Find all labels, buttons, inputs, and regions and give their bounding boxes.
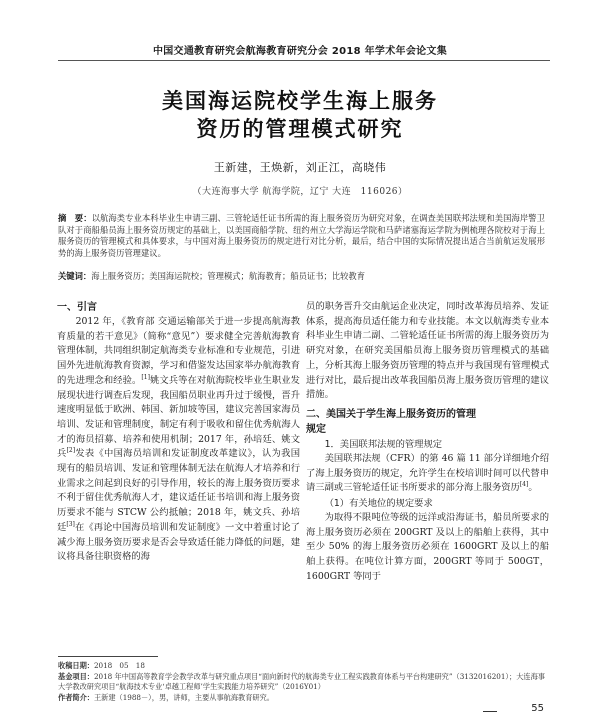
cfr-paragraph (306, 452, 549, 496)
received-date: 2018 05 18 (93, 661, 145, 670)
abstract-text: 以航海类专业本科毕业生申请三副、三管轮适任证书所需的海上服务资历为研究对象，在调查美国联邦法规和美国海岸警卫队对于商船船员海上服务资历规定的基础上，以美国商船学院、纽约州立大学海运学院和马萨诸塞海运学院为例梳理各院校对于海上服务资历的管理模式和具体要求，与中国对海上服务资历的规定进行对比分析，最后，结合中国的实际情况提出适合当前航运发展形势的海上服务资历管理建议。 (58, 213, 545, 259)
citation-1: [1] (141, 373, 150, 381)
subsection-heading-tonnage: （1）有关地位的规定要求 (324, 498, 433, 510)
citation-3: [3] (66, 520, 75, 528)
citation-2: [2] (66, 447, 76, 455)
intro-text-2: 姚文兵等在对航海院校毕业生职业发展现状进行调查后发现，我国船员职业再升过于缓慢，晋升速度明显低于欧洲、韩国、新加坡等国，建议完善国家海员培训、发证和管理制度，制定有利于吸收和留住优秀航海人才的海员招募、培养和使用机制；2017 年，孙培廷、姚文兵 (57, 374, 300, 460)
intro-text-4: 在《再论中国海员培训和发证制度》一文中着重讨论了减少海上服务资历要求是否会导致适任能力降低的问题，建议将具备往职资格的海 (57, 521, 300, 563)
footnote-received (58, 661, 550, 672)
affiliation: （大连海事大学 航海学院，辽宁 大连 116026） (192, 187, 408, 197)
section-heading-line-2: 规定 (306, 423, 326, 435)
received-label: 收稿日期： (58, 661, 94, 670)
fund-text: 2018 年中国高等教育学会教学改革与研究重点项目“面向新时代的航海类专业工程实践教育体系与平台构建研究”（3132016201）；大连海事大学教改研究项目“航海技术专业‘卓越工程师’学生实践能力培养研究”（2016Y01） (58, 671, 545, 691)
header-rule (58, 60, 550, 61)
keywords (58, 271, 545, 283)
right-column (306, 300, 549, 585)
cfr-text-end: 。 (528, 482, 538, 494)
left-column (57, 300, 300, 565)
page-number: 55 (531, 703, 544, 714)
tonnage-paragraph: 为取得不限吨位等级的远洋或沿海证书，船员所要求的海上服务资历必须在 200GRT 及以上的船舶上获得，其中至少 50% 的海上服务资历必须在 1600GRT 及以上的船舶上获得。在吨位计算方面，200GRT 等同于 500GT，1600GRT 等同于 (306, 512, 549, 582)
footnote-rule (58, 656, 158, 657)
footnote-author (58, 693, 550, 704)
title-line-1: 美国海运院校学生海上服务 (162, 89, 438, 113)
intro-text-3: 发表《中国海员培训和发证制度改革建议》，认为我国现有的船员培训、发证和管理体制无法在航海人才培养和行业需求之间起到良好的引导作用，较长的海上服务资历要求不利于留住优秀航海人才，建议适任证书培训和海上服务资历要求不能与 STCW 公约抵触；2018 年，姚文兵、孙培廷 (57, 448, 300, 533)
keywords-label: 关键词： (58, 271, 92, 281)
paper-title (0, 87, 600, 143)
running-head: 中国交通教育研究会航海教育研究分会 2018 年学术年会论文集 (152, 46, 448, 57)
author-bio: 王新建（1988－），男，讲师，主要从事航海教育研究。 (93, 692, 274, 702)
footnote-fund (58, 672, 550, 693)
subsection-heading-cfr: 1．美国联邦法规的管理规定 (324, 438, 443, 450)
title-line-2: 资历的管理模式研究 (196, 117, 404, 141)
intro-paragraph-continued: 员的职务晋升交由航运企业决定，同时改革海员培养、发证体系，提高海员适任能力和专业技能。本文以航海类专业本科毕业生申请二副、二管轮适任证书所需的海上服务资历为研究对象，在研究美国船员海上服务资历管理模式的基础上，分析其海上服务资历管理的特点并与我国现有管理模式进行对比，最后提出改革我国船员海上服务资历管理的建议措施。 (306, 301, 549, 401)
author-list: 王新建，王焕新，刘正江，高晓伟 (213, 161, 387, 174)
footnotes (58, 661, 550, 703)
keywords-text: 海上服务资历；美国海运院校；管理模式；航海教育；船员证书；比较教育 (91, 271, 366, 281)
cfr-text: 美国联邦法规（CFR）的第 46 篇 11 部分详细地介绍了海上服务资历的规定，允许学生在校培训时间可以代替申请三副或三管轮适任证书所要求的部分海上服务资历 (306, 452, 549, 494)
abstract-label: 摘 要： (58, 213, 92, 223)
section-heading-intro: 一、引言 (57, 302, 97, 313)
intro-paragraph-1 (57, 315, 300, 565)
fund-label: 基金项目： (58, 671, 94, 681)
section-heading-us-rules (306, 407, 549, 437)
section-heading-line-1: 二、美国关于学生海上服务资历的管理 (306, 408, 476, 420)
abstract (58, 213, 545, 260)
citation-4: [4] (519, 481, 529, 489)
intro-text-1: 2012 年，《教育部 交通运输部关于进一步提高航海教育质量的若干意见》（简称“意见”）要求健全完善航海教育管理体制，共同组织制定航海类专业标准和专业规范，引进国外先进航海教育资源，学习和借鉴发达国家举办航海教育的先进理念和经验。 (57, 316, 300, 386)
author-bio-label: 作者简介： (58, 692, 94, 702)
